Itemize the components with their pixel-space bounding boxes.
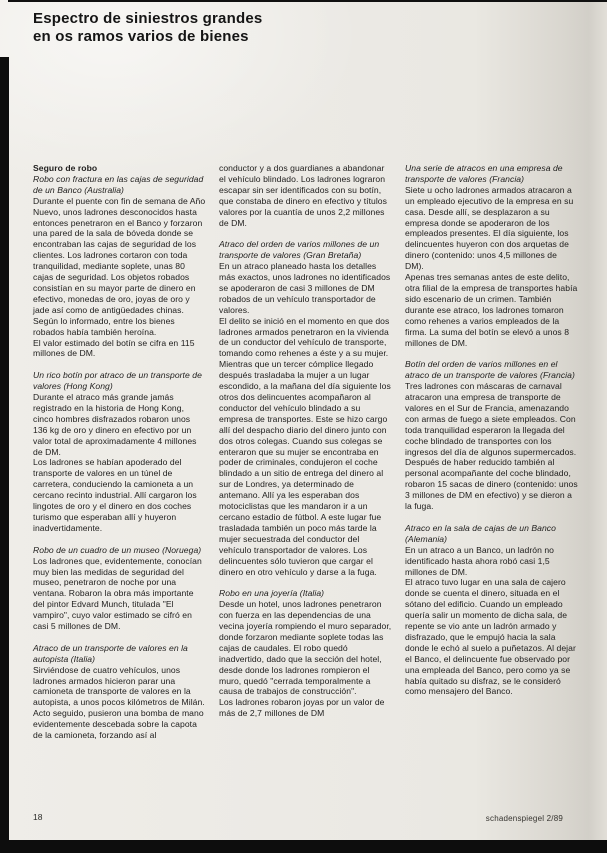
paragraph: Durante el puente con fin de semana de Año Nuevo, unos ladrones desconocidos hasta entonces penetraron en el Banco y forzaron una pared de la sala de bóveda donde se encontraban las cajas de seguridad de los clientes. Los ladrones cortaron con toda tranquilidad, mediante soplete, unas 80 cajas de seguridad. Los objetos robados consistían en su mayor parte de dinero en efectivo, monedas de oro, joyas de oro y jade así como de antigüedades chinas. Según lo informado, entre los bienes robados había también heroína. [33,195,206,337]
paragraph: Desde un hotel, unos ladrones penetraron con fuerza en las dependencias de una vecina joyería rompiendo el muro separador, donde forzaron mediante soplete todas las cajas de caudales. El robo quedó inadvertido, dado que la sección del hotel, desde donde los ladrones rompieron el muro, quedó "cerrada temporalmente a causa de trabajos de construcción". [219,599,392,697]
paragraph: Sirviéndose de cuatro vehículos, unos ladrones armados hicieron parar una camioneta de transporte de valores en la autopista, a unos pocos kilómetros de Milán. Acto seguido, pusieron una bomba de mano evidentemente descebada sobre la capota de la camioneta, forzando así al [33,664,205,741]
bottom-edge-bar [0,840,607,853]
column-2 [219,163,392,719]
section-heading: Botín del orden de varios millones en el atraco de un transporte de valores (Francia) [405,359,575,381]
paragraph: El delito se inició en el momento en que dos ladrones armados penetraron en la vivienda de un conductor del vehículo de transporte, tomando como rehenes a éste y a su mujer. Mientras que un tercer cómplice llegado después trasladaba la mujer a un lugar escondido, a la mañana del día siguiente los otros dos delincuentes acompañaron al conductor del vehículo blindado a su empresa de transportes. Este se hizo cargo allí del despacho diario del dinero junto con dos otros colegas. Cuando sus colegas se enteraron que su mujer se encontraba en poder de criminales, condujeron el coche blindado a un sitio de entrega del dinero al sur de Londres, ya determinado de antemano. Allí ya les esperaban dos motociclistas que les mandaron ir a un cercano estadio de fútbol. A este lugar fue trasladada también un poco más tarde la mujer secuestrada del conductor del vehículo transportador de valores. Los delincuentes sólo tuvieron que cargar el dinero en otro vehículo y darse a la fuga. [219,315,391,577]
paragraph: Los ladrones que, evidentemente, conocían muy bien las medidas de seguridad del museo, penetraron de noche por una ventana. Robaron la obra más importante del pintor Edvard Munch, titulada "El vampiro", cuyo valor estimado se cifró en casi 5 millones de DM. [33,555,202,632]
top-edge-rule [8,0,607,2]
journal-footer: schadenspiegel 2/89 [485,814,563,823]
section-heading: Atraco en la sala de cajas de un Banco (Alemania) [405,522,556,544]
paragraph: Durante el atraco más grande jamás registrado en la historia de Hong Kong, cinco hombres disfrazados robaron unos 136 kg de oro y dinero en efectivo por un valor total de aproximadamente 4 millones de DM. [33,392,197,457]
page-title-line1: Espectro de siniestros grandes [33,10,263,27]
paragraph: En un atraco a un Banco, un ladrón no identificado hasta ahora robó casi 1,5 millones de DM. [405,544,555,577]
article-columns [33,163,578,741]
section-heading: Una serie de atracos en una empresa de transporte de valores (Francia) [405,163,563,184]
paragraph: conductor y a dos guardianes a abandonar el vehículo blindado. Los ladrones lograron escapar sin ser identificados con su botín, que constaba de dinero en efectivo y títulos valores por la cuantía de unos 2,2 millones de DM. [219,163,387,228]
section-heading: Robo de un cuadro de un museo (Noruega) [33,544,202,555]
section-heading: Atraco del orden de varios millones de un transporte de valores (Gran Bretaña) [219,239,380,261]
paragraph: En un atraco planeado hasta los detalles más exactos, unos ladrones no identificados se apoderaron de casi 3 millones de DM robados de un vehículo transportador de valores. [219,261,391,315]
paragraph: Los ladrones robaron joyas por un valor de más de 2,7 millones de DM [219,697,385,719]
section-heading: Seguro de robo [33,163,98,173]
section-heading: Un rico botín por atraco de un transporte de valores (Hong Kong) [33,370,202,392]
section-heading: Atraco de un transporte de valores en la autopista (Italia) [33,642,188,664]
section-heading: Robo con fractura en las cajas de seguridad de un Banco (Australia) [33,173,204,195]
paragraph: Apenas tres semanas antes de este delito, otra filial de la empresa de transportes había sido escenario de un crimen. También durante ese atraco, los ladrones tomaron como rehenes a varios empleados de la firma. La suma del botín se elevó a unos 8 millones de DM. [405,272,578,348]
column-3 [405,163,578,697]
page-title [33,10,363,45]
paragraph: Los ladrones se habían apoderado del transporte de valores en un túnel de carretera, conduciendo la camioneta a un cercano recinto industrial. Allí cargaron los lingotes de oro y el dinero en dos coches turismo que esperaban allí y huyeron inadvertidamente. [33,457,197,533]
section-heading: Robo en una joyería (Italia) [219,588,325,599]
column-1 [33,163,206,741]
paragraph: Tres ladrones con máscaras de carnaval atracaron una empresa de transporte de valores en el Sur de Francia, amenazando con armas de fuego a siete empleados. Con toda tranquilidad esperaron la llegada del coche blindado de transportes con los ingresos del día de algunos supermercados. Después de haber reducido también al personal acompañante del coche blindado, robaron 15 sacas de dinero (contenido: unos 3 millones de DM en efectivo) y se dieron a la fuga. [405,381,578,512]
page-title-line2: en os ramos varios de bienes [33,27,249,45]
paragraph: El valor estimado del botín se cifra en 115 millones de DM. [33,337,195,359]
paragraph: Siete u ocho ladrones armados atracaron a un empleado ejecutivo de la empresa en su casa. Desde allí, se desplazaron a su empresa donde se apoderaron de los empleados presentes. El día siguiente, los delincuentes huyeron con dos arquetas de dinero (contenido: unos 4,5 millones de DM). [405,184,574,272]
left-edge-bar [0,57,9,853]
page-number: 18 [33,812,43,822]
paragraph: El atraco tuvo lugar en una sala de cajero donde se cuenta el dinero, situada en el sótano del edificio. Cuando un empleado quería salir un momento de dicha sala, de repente se vio ante un ladrón armado y disfrazado, que le empujó hacia la sala donde le echó al suelo a puñetazos. Al dejar el Banco, el delincuente fue observado por una empleada del Banco, pero como ya se había quitado su disfraz, se le consideró como mensajero del Banco. [405,577,576,697]
